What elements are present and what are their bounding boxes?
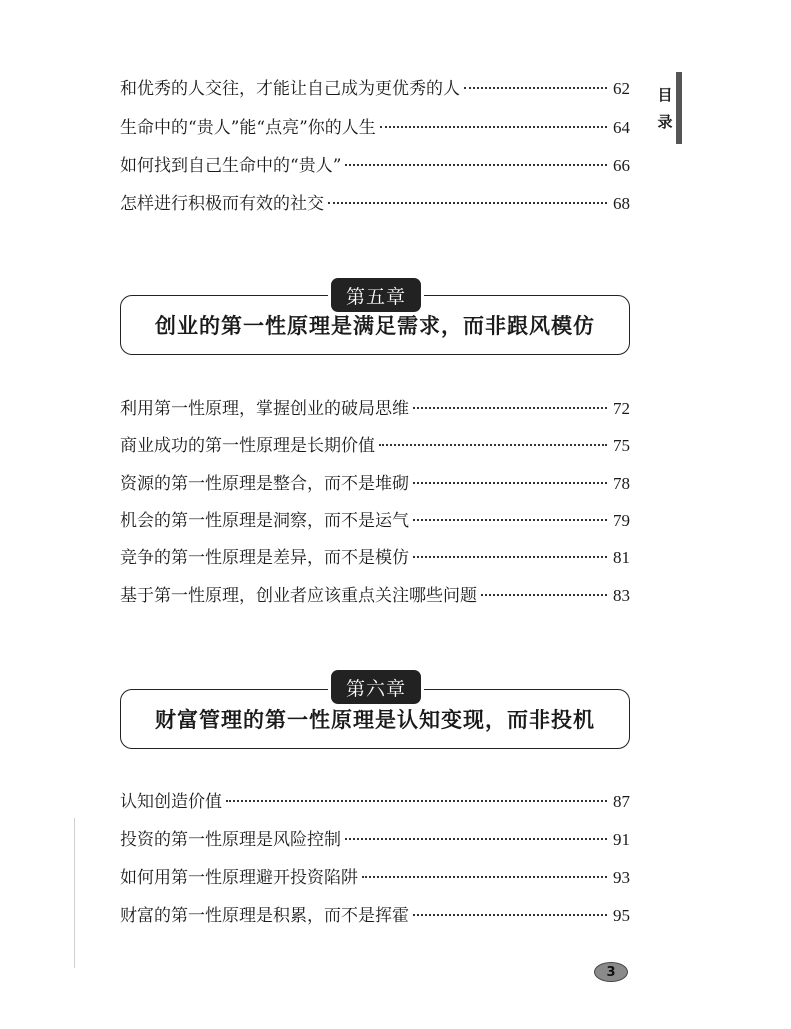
toc-entry[interactable]: [120, 791, 630, 813]
page-number: 3: [594, 962, 628, 982]
toc-entry-title: 竞争的第一性原理是差异，而不是模仿: [120, 548, 409, 568]
toc-entry-page: 81: [613, 548, 630, 567]
toc-entry-page: 72: [613, 399, 630, 418]
toc-entry-title: 财富的第一性原理是积累，而不是挥霍: [120, 906, 409, 926]
toc-entry-title: 机会的第一性原理是洞察，而不是运气: [120, 511, 409, 531]
toc-entry[interactable]: [120, 78, 630, 100]
dot-leader: [379, 444, 607, 446]
dot-leader: [413, 519, 607, 521]
toc-entry-title: 认知创造价值: [120, 792, 222, 812]
toc-entry-title: 和优秀的人交往，才能让自己成为更优秀的人: [120, 79, 460, 99]
toc-entry-page: 91: [613, 830, 630, 849]
toc-entry-page: 66: [613, 156, 630, 175]
toc-entry-page: 79: [613, 511, 630, 530]
dot-leader: [345, 164, 607, 166]
dot-leader: [362, 876, 607, 878]
toc-entry-page: 64: [613, 118, 630, 137]
page-margin-line: [74, 818, 75, 968]
dot-leader: [413, 914, 607, 916]
dot-leader: [380, 126, 607, 128]
toc-entry[interactable]: [120, 510, 630, 532]
toc-entry-page: 95: [613, 906, 630, 925]
toc-entry-page: 87: [613, 792, 630, 811]
toc-side-tab: [654, 72, 682, 144]
dot-leader: [464, 87, 607, 89]
toc-entry-title: 怎样进行积极而有效的社交: [120, 194, 324, 214]
toc-entry[interactable]: [120, 435, 630, 457]
toc-entry-title: 如何找到自己生命中的“贵人”: [120, 156, 342, 176]
toc-entry-page: 93: [613, 868, 630, 887]
toc-entry-page: 62: [613, 79, 630, 98]
toc-entry[interactable]: [120, 867, 630, 889]
toc-entry-title: 投资的第一性原理是风险控制: [120, 830, 341, 850]
toc-entry[interactable]: [120, 547, 630, 569]
toc-entry-title: 利用第一性原理，掌握创业的破局思维: [120, 399, 409, 419]
toc-entry[interactable]: [120, 398, 630, 420]
chapter-5-tag: 第五章: [331, 278, 421, 312]
toc-entry[interactable]: [120, 905, 630, 927]
toc-entry-page: 68: [613, 194, 630, 213]
dot-leader: [413, 556, 607, 558]
dot-leader: [328, 202, 607, 204]
side-tab-char-1: 目: [657, 86, 673, 104]
toc-entry-page: 78: [613, 474, 630, 493]
chapter-6-title: 财富管理的第一性原理是认知变现，而非投机: [155, 708, 595, 732]
dot-leader: [345, 838, 607, 840]
toc-entry-page: 83: [613, 586, 630, 605]
toc-entry-page: 75: [613, 436, 630, 455]
toc-entry-title: 生命中的“贵人”能“点亮”你的人生: [120, 118, 376, 138]
toc-entry-title: 商业成功的第一性原理是长期价值: [120, 436, 375, 456]
toc-entry[interactable]: [120, 155, 630, 177]
chapter-5-title: 创业的第一性原理是满足需求，而非跟风模仿: [155, 314, 595, 338]
dot-leader: [413, 482, 607, 484]
toc-entry[interactable]: [120, 193, 630, 215]
chapter-6-tag: 第六章: [331, 670, 421, 704]
side-tab-char-2: 录: [657, 113, 673, 131]
toc-entry-title: 基于第一性原理，创业者应该重点关注哪些问题: [120, 586, 477, 606]
toc-entry-title: 如何用第一性原理避开投资陷阱: [120, 868, 358, 888]
dot-leader: [413, 407, 607, 409]
toc-entry[interactable]: [120, 117, 630, 139]
toc-entry[interactable]: [120, 585, 630, 607]
dot-leader: [226, 800, 607, 802]
toc-entry[interactable]: [120, 829, 630, 851]
toc-entry[interactable]: [120, 473, 630, 495]
dot-leader: [481, 594, 607, 596]
toc-entry-title: 资源的第一性原理是整合，而不是堆砌: [120, 474, 409, 494]
